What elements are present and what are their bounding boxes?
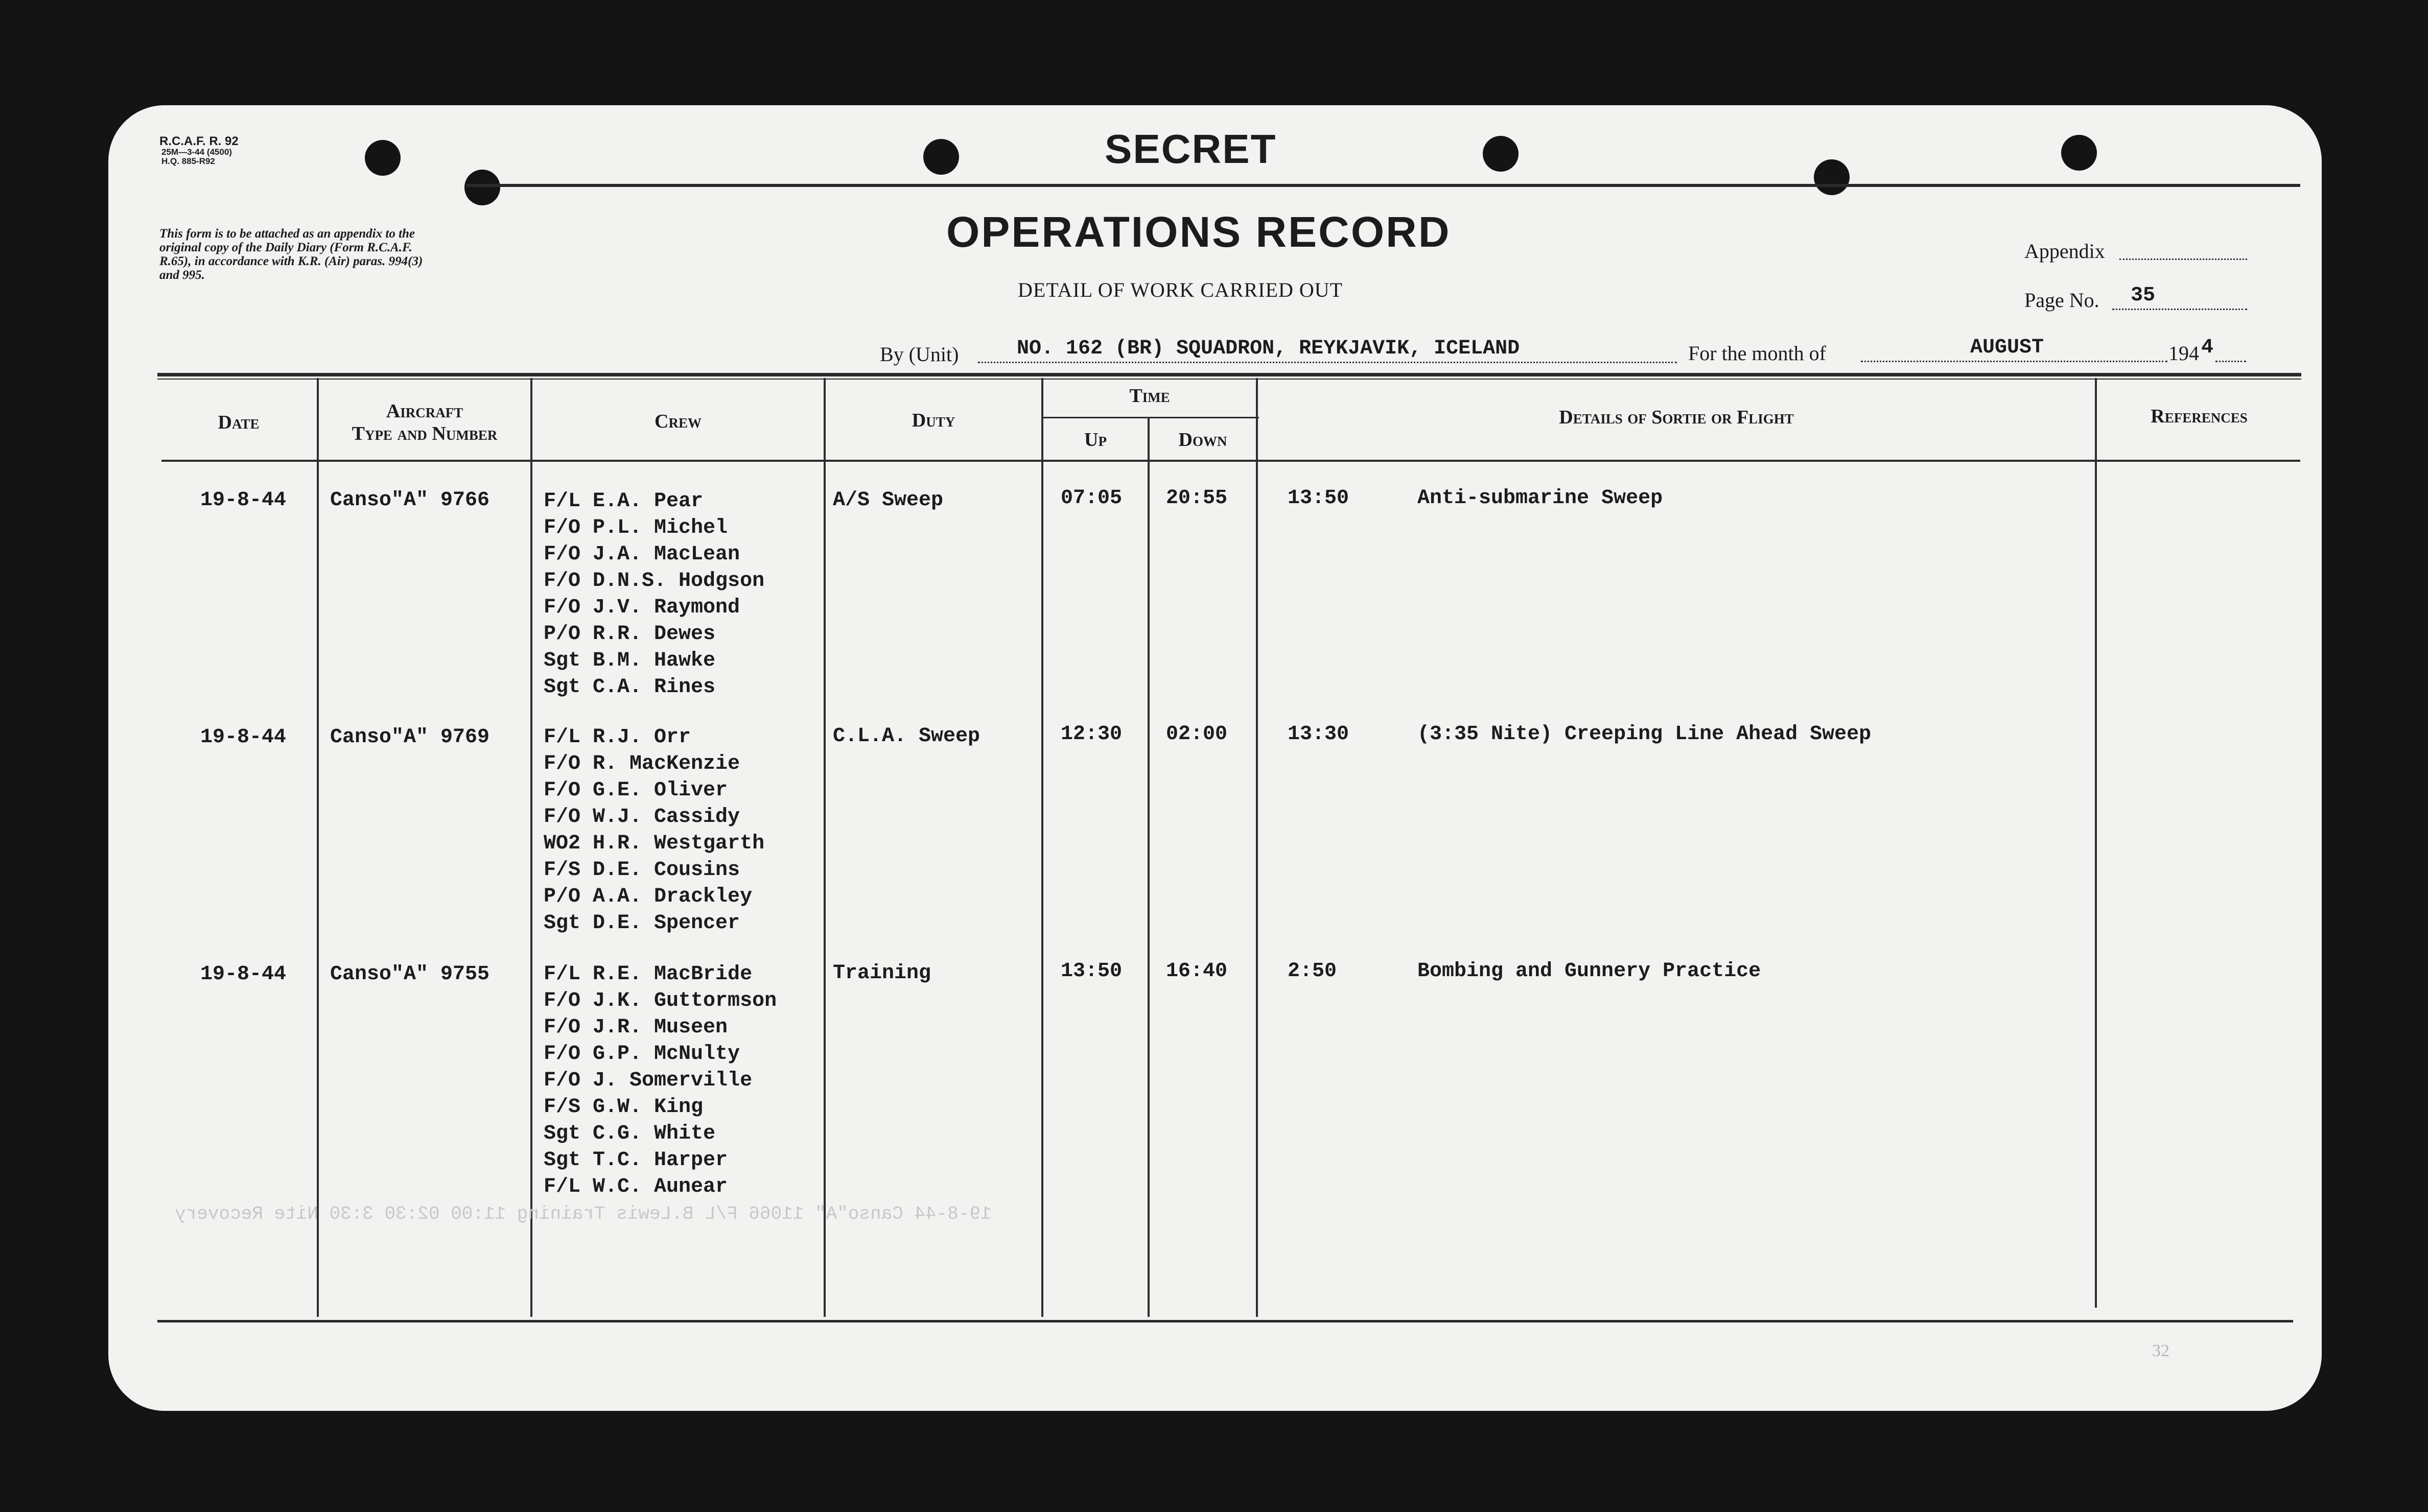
entry-crew: F/L E.A. Pear F/O P.L. Michel F/O J.A. MacLean F/O D.N.S. Hodgson F/O J.V. Raymond P/O R.R. Dewes Sgt B.M. Hawke Sgt C.A. Rines	[544, 490, 765, 699]
col-header-down: Down	[1178, 429, 1227, 451]
col-header-details: Details of Sortie or Flight	[1559, 407, 1794, 428]
col-divider	[824, 378, 826, 1317]
entry-duration: 13:30	[1288, 723, 1349, 746]
page-number: 35	[2131, 284, 2156, 307]
form-subtitle: DETAIL OF WORK CARRIED OUT	[1018, 278, 1343, 301]
page-field	[2112, 309, 2247, 310]
year-suffix: 4	[2201, 336, 2214, 359]
col-divider	[1256, 378, 1258, 1317]
operations-record-card	[108, 105, 2322, 1411]
punch-hole	[1483, 136, 1519, 172]
punch-hole	[365, 140, 401, 176]
form-code	[159, 135, 239, 166]
punch-hole	[923, 139, 959, 175]
form-title: OPERATIONS RECORD	[946, 208, 1451, 256]
col-header-up: Up	[1084, 429, 1107, 451]
entry-aircraft: Canso"A" 9755	[330, 963, 490, 986]
entry-date: 19-8-44	[200, 489, 287, 512]
entry-crew: F/L R.E. MacBride F/O J.K. Guttormson F/O J.R. Museen F/O G.P. McNulty F/O J. Somerville F/S G.W. King Sgt C.G. White Sgt T.C. Harper F/L W.C. Aunear	[544, 963, 777, 1198]
col-divider	[317, 378, 319, 1317]
month-field	[1861, 361, 2167, 362]
unit-field	[978, 362, 1677, 363]
header-bottom-rule	[161, 460, 2300, 462]
entry-crew: F/L R.J. Orr F/O R. MacKenzie F/O G.E. Oliver F/O W.J. Cassidy WO2 H.R. Westgarth F/S D.E. Cousins P/O A.A. Drackley Sgt D.E. Spencer	[544, 726, 765, 935]
col-header-date: Date	[218, 412, 260, 433]
corner-mark: 32	[2152, 1341, 2169, 1360]
bleed-through-text: 19-8-44 Canso"A" 11066 F/L B.Lewis Training 11:00 02:30 3:30 Nite Recovery	[175, 1203, 992, 1224]
entry-down: 02:00	[1166, 723, 1228, 746]
unit-label: By (Unit)	[880, 343, 959, 366]
appendix-field	[2119, 258, 2247, 260]
month-label: For the month of	[1688, 342, 1826, 365]
punch-hole	[1814, 159, 1850, 195]
col-divider	[530, 378, 532, 1317]
entry-details: Bombing and Gunnery Practice	[1417, 960, 1761, 983]
entry-duty: A/S Sweep	[833, 489, 944, 512]
entry-down: 20:55	[1166, 487, 1228, 510]
col-divider	[2095, 378, 2097, 1308]
entry-duration: 13:50	[1288, 487, 1349, 510]
page-label: Page No.	[2024, 289, 2099, 312]
entry-duty: Training	[833, 962, 931, 985]
col-divider	[1148, 418, 1150, 1317]
table-bottom-rule	[157, 1320, 2293, 1322]
year-prefix: 194	[2168, 342, 2199, 365]
punch-hole	[464, 170, 500, 205]
classification-stamp: SECRET	[1105, 126, 1277, 172]
entry-duty: C.L.A. Sweep	[833, 725, 980, 748]
col-header-time: Time	[1129, 385, 1170, 407]
form-number: R.C.A.F. R. 92	[159, 134, 239, 148]
entry-up: 12:30	[1061, 723, 1123, 746]
entry-details: (3:35 Nite) Creeping Line Ahead Sweep	[1417, 723, 1872, 746]
entry-aircraft: Canso"A" 9766	[330, 489, 490, 512]
form-print-line: H.Q. 885-R92	[161, 156, 215, 167]
entry-up: 13:50	[1061, 960, 1123, 983]
instruction-note: This form is to be attached as an appendix to the original copy of the Daily Diary (Form R.C.A.F. R.65), in accordance with K.R. (Air) paras. 994(3) and 995.	[159, 227, 423, 282]
col-header-crew: Crew	[655, 411, 702, 432]
entry-date: 19-8-44	[200, 726, 287, 749]
unit-value: NO. 162 (BR) SQUADRON, REYKJAVIK, ICELAND	[1017, 337, 1520, 360]
col-header-references: References	[2151, 406, 2248, 427]
table-top-rule-thin	[157, 379, 2301, 380]
form-print-line: 25M—3-44 (4500)	[161, 147, 232, 157]
col-divider	[1041, 378, 1043, 1317]
entry-details: Anti-submarine Sweep	[1417, 487, 1663, 510]
col-header-duty: Duty	[912, 410, 955, 431]
appendix-label: Appendix	[2024, 240, 2105, 263]
year-field	[2215, 361, 2246, 362]
entry-duration: 2:50	[1288, 960, 1337, 983]
time-subheader-rule	[1041, 417, 1259, 418]
entry-down: 16:40	[1166, 960, 1228, 983]
top-rule	[466, 184, 2300, 187]
entry-date: 19-8-44	[200, 963, 287, 986]
col-header-aircraft: Aircraft Type and Number	[352, 400, 498, 444]
entry-up: 07:05	[1061, 487, 1123, 510]
table-top-rule	[157, 373, 2301, 376]
punch-hole	[2061, 135, 2097, 171]
month-value: AUGUST	[1970, 336, 2044, 359]
entry-aircraft: Canso"A" 9769	[330, 726, 490, 749]
